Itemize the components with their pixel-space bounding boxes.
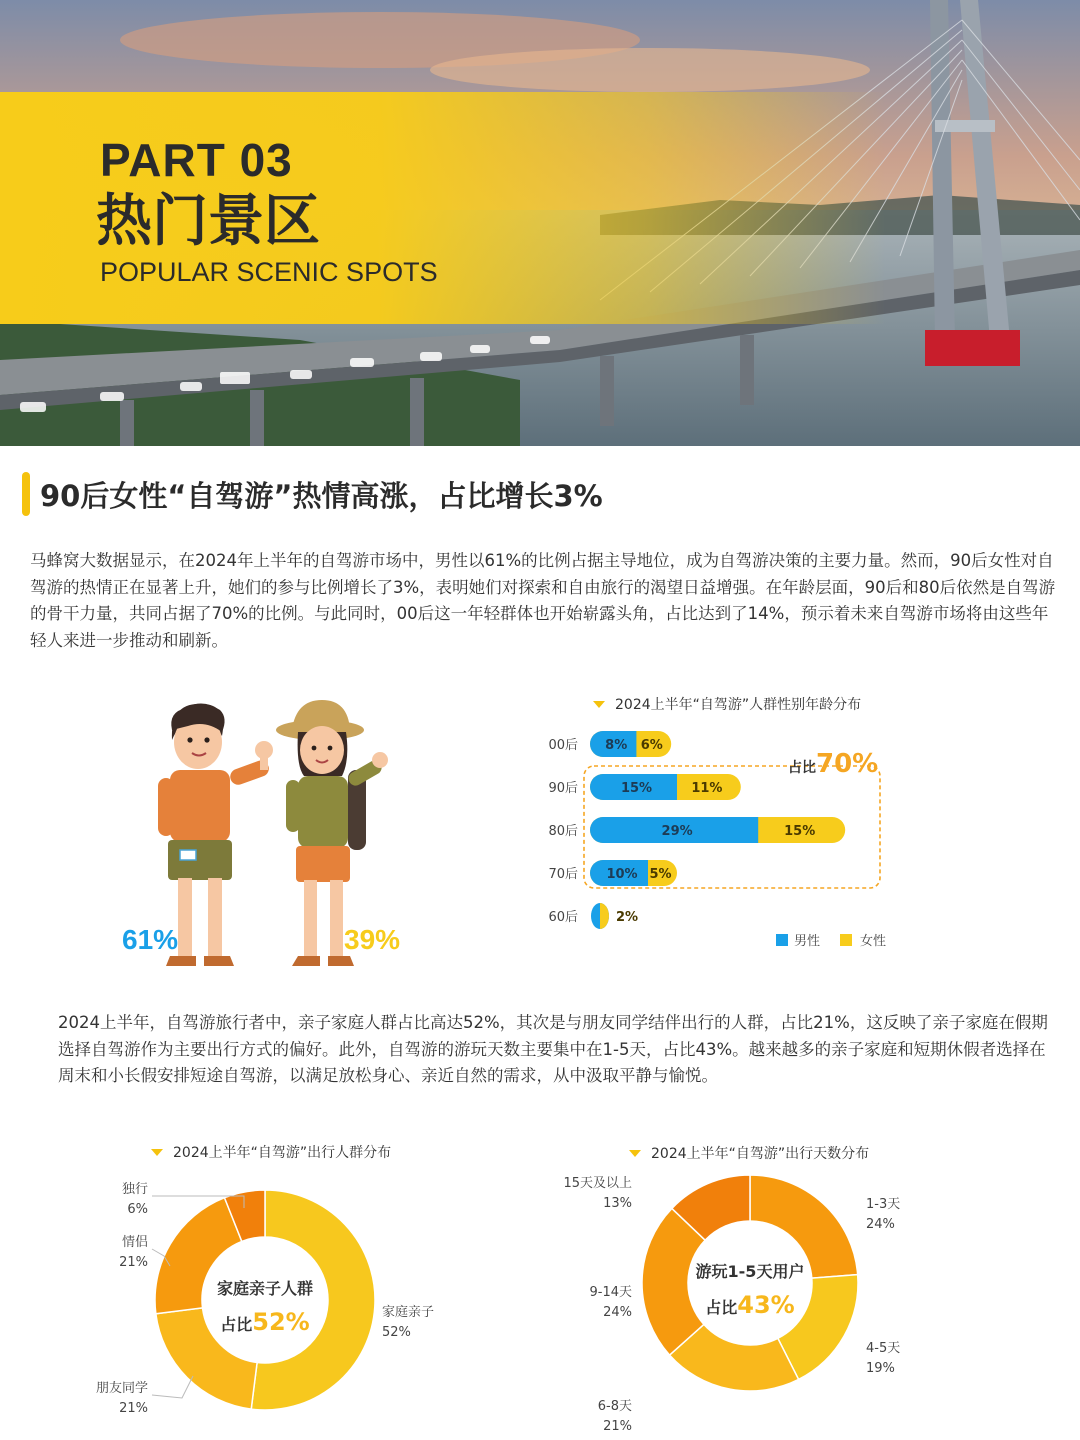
male-percent: 61% (122, 924, 179, 955)
category-label: 80后 (548, 824, 578, 839)
slice-value: 19% (866, 1361, 895, 1376)
part-label: PART 03 (100, 134, 293, 186)
slice-label: 15天及以上 (563, 1176, 632, 1191)
donut-slice (251, 1190, 375, 1410)
female-value-label: 5% (649, 867, 672, 882)
paragraph-2: 2024上半年，自驾游旅行者中，亲子家庭人群占比高达52%，其次是与朋友同学结伴出行的人群，占比21%，这反映了亲子家庭在假期选择自驾游作为主要出行方式的偏好。此外，自驾游的游玩天数主要集中在1-5天，占比43%。越来越多的亲子家庭和短期休假者选择在周末和小长假安排短途自驾游，以满足放松身心、亲近自然的需求，从中汲取平静与愉悦。 (58, 1013, 1048, 1085)
donut2-title-text: 2024上半年“自驾游”出行天数分布 (651, 1146, 870, 1162)
donut2-title (629, 1143, 869, 1163)
paragraph-1: 马蜂窝大数据显示，在2024年上半年的自驾游市场中，男性以61%的比例占据主导地位，成为自驾游决策的主要力量。然而，90后女性对自驾游的热情正在显著上升，她们的参与比例增长了3%，表明她们对探索和自由旅行的渴望日益增强。在年龄层面，90后和80后依然是自驾游的骨干力量，共同占据了70%的比例。与此同时，00后这一年轻群体也开始崭露头角，占比达到了14%，预示着未来自驾游市场将由这些年轻人来进一步推动和刷新。 (30, 551, 1056, 650)
slice-label: 9-14天 (589, 1285, 632, 1300)
donut-center-label: 游玩1-5天用户 (695, 1262, 805, 1281)
male-value-label: 29% (661, 824, 693, 839)
donut1-title-text: 2024上半年“自驾游”出行人群分布 (173, 1145, 392, 1161)
legend-label-male: 男性 (794, 934, 821, 949)
male-value-label: 15% (620, 781, 653, 796)
leader-line (152, 1376, 193, 1398)
slice-value: 21% (603, 1419, 632, 1434)
slice-value: 13% (603, 1196, 632, 1211)
triangle-icon (629, 1150, 641, 1157)
slice-label: 4-5天 (866, 1341, 901, 1356)
female-percent: 39% (344, 924, 401, 955)
legend-label-female: 女性 (860, 934, 887, 949)
triangle-icon (151, 1149, 163, 1156)
slice-label: 家庭亲子 (382, 1305, 435, 1320)
slice-label: 6-8天 (597, 1399, 632, 1414)
hero-banner (0, 0, 1080, 446)
category-label: 90后 (548, 781, 578, 796)
female-value-label: 6% (640, 738, 663, 753)
bar-chart-title-text: 2024上半年“自驾游”人群性别年龄分布 (615, 697, 862, 713)
female-value-label: 15% (784, 824, 816, 839)
travel-days-donut-chart (540, 1170, 960, 1440)
female-value-label: 2% (616, 910, 639, 925)
slice-label: 朋友同学 (95, 1381, 148, 1396)
donut1-title (151, 1142, 391, 1162)
section-title-bar (22, 472, 30, 516)
slice-label: 1-3天 (866, 1197, 901, 1212)
triangle-icon (593, 701, 605, 708)
slice-value: 52% (382, 1325, 411, 1340)
donut-center-label: 家庭亲子人群 (216, 1279, 314, 1298)
category-label: 70后 (548, 867, 578, 882)
hero-title-block (96, 132, 438, 288)
slice-value: 24% (866, 1217, 895, 1232)
slice-value: 6% (127, 1202, 148, 1217)
section-title (22, 472, 603, 516)
age-gender-bar-chart (530, 720, 910, 990)
donut-center-value: 占比43% (705, 1291, 795, 1319)
donut-center-value: 占比52% (220, 1308, 310, 1336)
slice-label: 情侣 (121, 1235, 148, 1250)
slice-value: 24% (603, 1305, 632, 1320)
category-label: 60后 (548, 910, 578, 925)
female-value-label: 11% (691, 781, 723, 796)
slice-value: 21% (119, 1255, 148, 1270)
slice-value: 21% (119, 1401, 148, 1416)
section-title-text: 90后女性“自驾游”热情高涨，占比增长3% (40, 478, 603, 513)
male-value-label: 8% (605, 738, 628, 753)
hero-title-en: POPULAR SCENIC SPOTS (100, 257, 438, 287)
travel-group-donut-chart (60, 1170, 520, 1440)
slice-label: 独行 (121, 1182, 148, 1197)
legend-swatch-female (840, 934, 852, 946)
category-label: 00后 (548, 738, 578, 753)
hero-title-cn: 热门景区 (96, 189, 320, 254)
share-annotation: 占比70% (788, 749, 879, 779)
female-bar (600, 903, 609, 929)
bar-chart-title (593, 694, 861, 714)
legend-swatch-male (776, 934, 788, 946)
male-value-label: 10% (606, 867, 638, 882)
